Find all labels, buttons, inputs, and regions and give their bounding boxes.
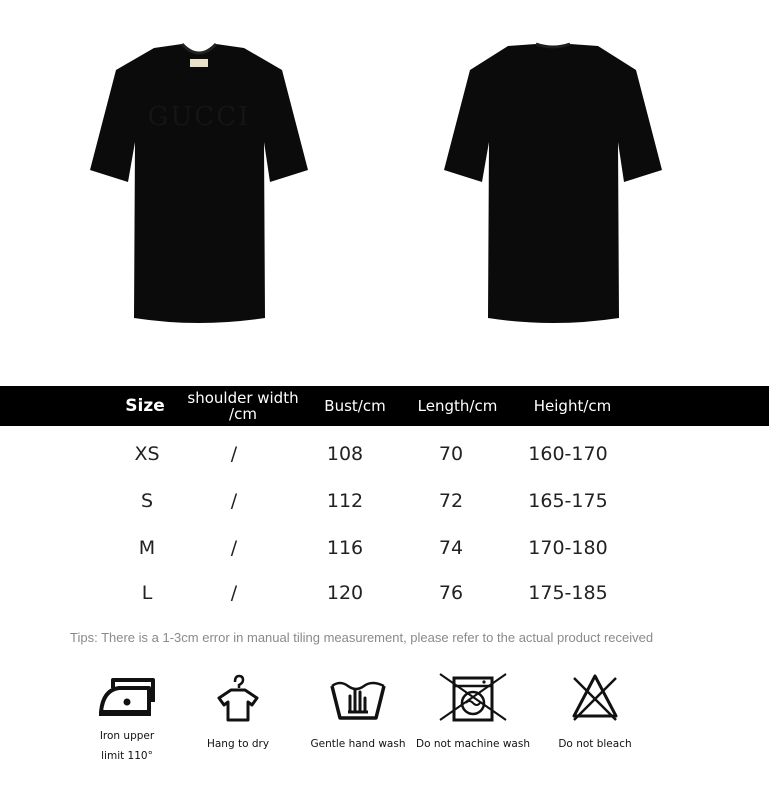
- cell-shoulder: /: [230, 537, 238, 559]
- measurement-tip: Tips: There is a 1-3cm error in manual tiling measurement, please refer to the actual product received: [70, 630, 654, 645]
- cell-shoulder: /: [230, 490, 238, 512]
- size-chart: [0, 386, 769, 604]
- product-images: [0, 0, 769, 380]
- care-iron-label-line2: limit 110°: [101, 750, 153, 762]
- cell-bust: 108: [326, 443, 364, 465]
- care-hang-label: Hang to dry: [206, 738, 270, 750]
- header-shoulder-line2: /cm: [229, 405, 257, 423]
- cell-size: XS: [134, 443, 160, 465]
- tshirt-front-image: [86, 40, 312, 330]
- cell-length: 74: [438, 537, 464, 559]
- header-length: Length/cm: [417, 397, 498, 415]
- cell-bust: 112: [326, 490, 364, 512]
- care-hand-wash: [293, 672, 423, 754]
- header-size: Size: [125, 396, 165, 416]
- care-no-bleach-label: Do not bleach: [558, 738, 632, 750]
- cell-height: 170-180: [528, 537, 608, 559]
- header-height: Height/cm: [533, 397, 612, 415]
- cell-height: 165-175: [528, 490, 608, 512]
- care-hand-wash-label: Gentle hand wash: [310, 738, 406, 750]
- header-shoulder: [178, 386, 308, 426]
- cell-size: L: [141, 582, 153, 604]
- cell-shoulder: /: [230, 443, 238, 465]
- cell-size: M: [138, 537, 156, 559]
- svg-text:GUCCI: GUCCI: [147, 102, 251, 132]
- table-row: [0, 578, 769, 608]
- care-no-machine-wash: [408, 672, 538, 754]
- care-hang: [173, 672, 303, 754]
- table-row: [0, 533, 769, 563]
- care-no-bleach: [530, 672, 660, 754]
- table-row: [0, 439, 769, 469]
- header-shoulder-line1: shoulder width: [187, 389, 299, 407]
- hand-wash-icon: [328, 672, 388, 722]
- care-no-machine-wash-label: Do not machine wash: [416, 738, 530, 750]
- cell-size: S: [140, 490, 154, 512]
- table-row: [0, 486, 769, 516]
- cell-shoulder: /: [230, 582, 238, 604]
- cell-length: 70: [438, 443, 464, 465]
- cell-length: 72: [438, 490, 464, 512]
- tshirt-back-image: [440, 40, 666, 330]
- cell-bust: 116: [326, 537, 364, 559]
- cell-height: 160-170: [528, 443, 608, 465]
- cell-bust: 120: [326, 582, 364, 604]
- cell-length: 76: [438, 582, 464, 604]
- no-machine-wash-icon: [438, 672, 508, 722]
- cell-height: 175-185: [528, 582, 608, 604]
- size-chart-header: [0, 386, 769, 426]
- iron-icon: [97, 672, 157, 718]
- care-iron-label-line1: Iron upper: [99, 730, 155, 742]
- header-bust: Bust/cm: [324, 397, 386, 415]
- hang-dry-icon: [215, 672, 261, 722]
- no-bleach-icon: [570, 672, 620, 722]
